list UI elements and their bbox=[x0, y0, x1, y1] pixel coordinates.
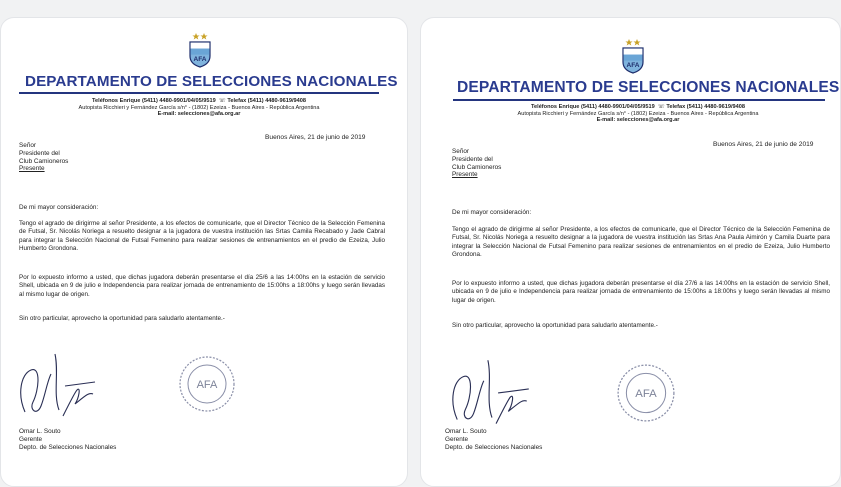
signer-title: Gerente bbox=[19, 436, 43, 443]
recipient-line: Señor bbox=[19, 142, 37, 149]
recipient-line: Club Camioneros bbox=[19, 157, 69, 165]
fax-text: Telefax (5411) 4480-9619/9408 bbox=[227, 98, 306, 104]
signer-department: Depto. de Selecciones Nacionales bbox=[445, 444, 543, 451]
greeting: De mi mayor consideración: bbox=[19, 204, 99, 211]
signature-icon bbox=[15, 346, 105, 428]
svg-text:AFA: AFA bbox=[626, 62, 640, 69]
signer-department: Depto. de Selecciones Nacionales bbox=[19, 444, 117, 451]
email-text: E-mail: selecciones@afa.org.ar bbox=[596, 117, 680, 124]
recipient-block bbox=[452, 148, 501, 179]
letter-card-left bbox=[0, 17, 408, 487]
letter-date: Buenos Aires, 21 de junio de 2019 bbox=[713, 141, 814, 148]
contact-block: Teléfonos Enrique (5411) 4480-9901/04/05/9519 ☏ Telefax (5411) 4480-9619/9408 Autopista Ricchieri y Fernández García s/n° - (1802) Ezeiza - Buenos Aires - República Argentina E-mail: selecciones@afa.org.ar bbox=[453, 104, 823, 124]
body-paragraph: Sin otro particular, aprovecho la oportunidad para saludarlo atentamente.- bbox=[452, 322, 658, 329]
header-rule bbox=[453, 99, 825, 101]
contact-block: Teléfonos Enrique (5411) 4480-9901/04/05/9519 ☏ Telefax (5411) 4480-9619/9408 Autopista Ricchieri y Fernández García s/n° - (1802) Ezeiza - Buenos Aires - República Argentina E-mail: selecciones@afa.org.ar bbox=[21, 98, 377, 118]
stamp-text: AFA bbox=[635, 388, 657, 401]
signer-name: Omar L. Souto bbox=[19, 428, 61, 435]
phones-text: Teléfonos Enrique (5411) 4480-9901/04/05/9519 bbox=[531, 104, 655, 110]
body-paragraph: Por lo expuesto informo a usted, que dichas jugadora deberán presentarse el día 25/6 a las 14:00hs en la estación de servicio Shell, ubicada en 9 de julio e Independencia para realizar jornada de entrenamiento de 15:00hs a 18:00hs y luego serán llevadas al mismo lugar de origen. bbox=[19, 274, 385, 298]
afa-stamp-icon bbox=[177, 354, 237, 414]
letter-date: Buenos Aires, 21 de junio de 2019 bbox=[265, 134, 366, 141]
afa-crest-icon bbox=[187, 30, 213, 68]
recipient-block bbox=[19, 142, 68, 173]
department-title: DEPARTAMENTO DE SELECCIONES NACIONALES bbox=[457, 79, 840, 96]
recipient-line: Presidente del bbox=[19, 149, 60, 157]
department-title: DEPARTAMENTO DE SELECCIONES NACIONALES bbox=[25, 73, 398, 90]
recipient-line: Presente bbox=[19, 165, 45, 173]
body-paragraph: Tengo el agrado de dirigirme al señor Presidente, a los efectos de comunicarle, que el Director Técnico de la Selección Femenina de Futsal, Sr. Nicolás Noriega a resuelto designar a la jugadora de vuestra institución las Srtas Camila Recabado y Jade Cabral para integrar la Selección Nacional de Futsal Femenino para realizar sesiones de entrenamientos en el predio de Ezeiza, Julio Humberto Grondona. bbox=[19, 220, 385, 253]
body-paragraph: Tengo el agrado de dirigirme al señor Presidente, a los efectos de comunicarle, que el Director Técnico de la Selección Femenina de Futsal, Sr. Nicolás Noriega a resuelto designar a la jugadora de vuestra institución las Srtas Ana Paula Aimirón y Camila Duarte para integrar la Selección Nacional de Futsal Femenino para realizar sesiones de entrenamientos en el predio de Ezeiza, Julio Humberto Grondona. bbox=[452, 226, 830, 259]
recipient-line: Señor bbox=[452, 148, 470, 155]
email-text: E-mail: selecciones@afa.org.ar bbox=[157, 111, 241, 118]
signer-block bbox=[445, 428, 542, 452]
svg-text:AFA: AFA bbox=[193, 56, 207, 63]
stamp-text: AFA bbox=[196, 379, 218, 391]
header-rule bbox=[19, 92, 379, 94]
fax-text: Telefax (5411) 4480-9619/9408 bbox=[666, 104, 745, 110]
address-text: Autopista Ricchieri y Fernández García s/n° - (1802) Ezeiza - Buenos Aires - República Argentina bbox=[78, 104, 320, 111]
greeting: De mi mayor consideración: bbox=[452, 209, 532, 216]
afa-crest-icon bbox=[620, 36, 646, 74]
recipient-line: Presidente del bbox=[452, 155, 493, 163]
afa-stamp-icon bbox=[615, 362, 677, 424]
recipient-line: Club Camioneros bbox=[452, 163, 502, 171]
signature-icon bbox=[447, 352, 539, 436]
signer-name: Omar L. Souto bbox=[445, 428, 487, 435]
body-paragraph: Por lo expuesto informo a usted, que dichas jugadora deberán presentarse el día 27/6 a las 14:00hs en la estación de servicio Shell, ubicada en 9 de julio e Independencia para realizar jornada de entrenamiento de 15:00hs a 18:00hs y luego serán llevadas al mismo lugar de origen. bbox=[452, 280, 830, 304]
body-paragraph: Sin otro particular, aprovecho la oportunidad para saludarlo atentamente.- bbox=[19, 315, 225, 322]
address-text: Autopista Ricchieri y Fernández García s/n° - (1802) Ezeiza - Buenos Aires - República Argentina bbox=[517, 110, 759, 117]
phones-text: Teléfonos Enrique (5411) 4480-9901/04/05/9519 bbox=[92, 98, 216, 104]
signer-title: Gerente bbox=[445, 436, 469, 443]
signer-block bbox=[19, 428, 116, 452]
letter-card-right bbox=[420, 17, 841, 487]
recipient-line: Presente bbox=[452, 171, 478, 179]
